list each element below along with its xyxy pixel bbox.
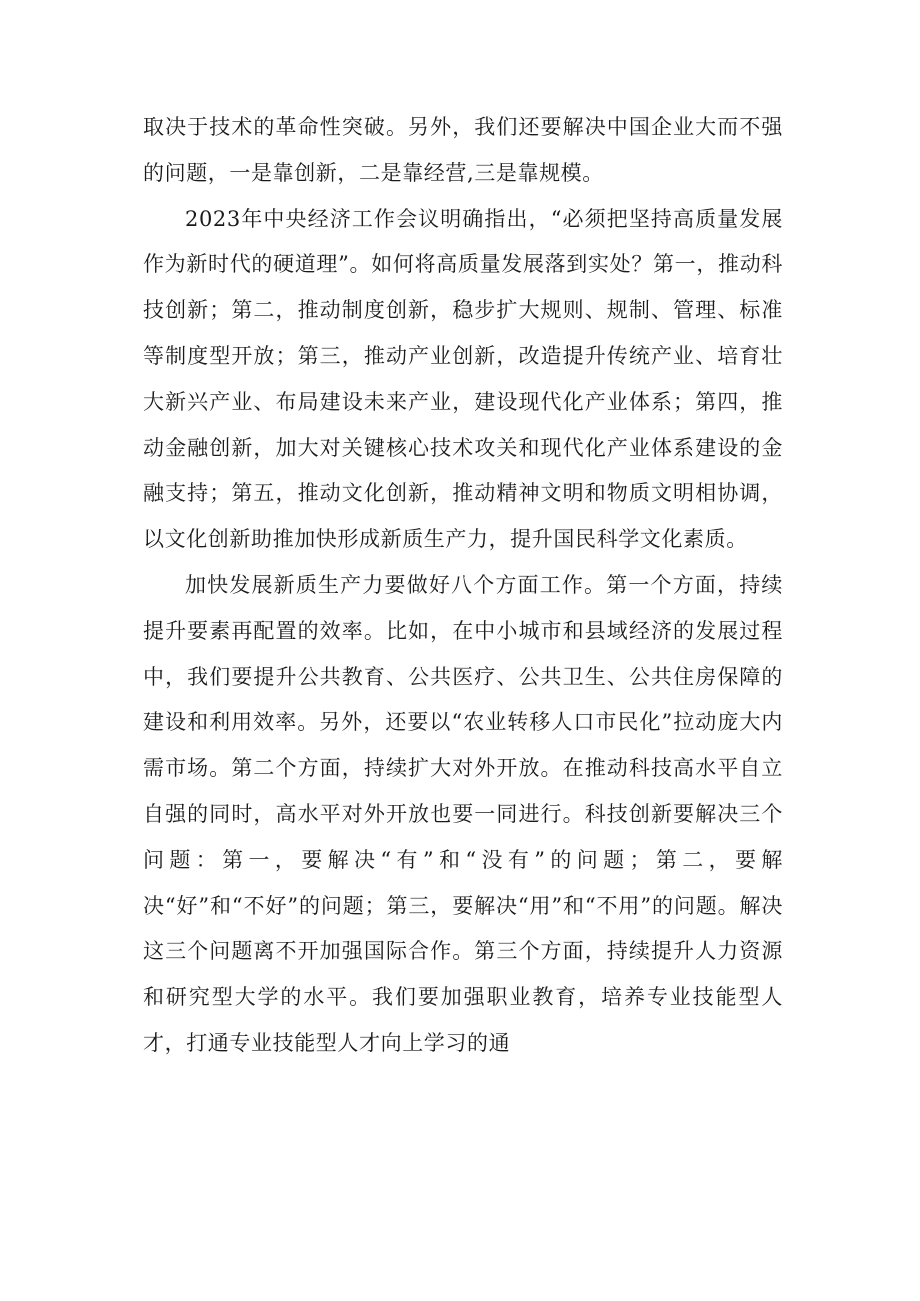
paragraph-continuation: 取决于技术的革命性突破。另外，我们还要解决中国企业大而不强的问题，一是靠创新，二是靠经营,三是靠规模。: [143, 115, 783, 185]
body-text: [143, 105, 783, 1067]
paragraph-eight-aspects: 加快发展新质生产力要做好八个方面工作。第一个方面，持续提升要素再配置的效率。比如，在中小城市和县域经济的发展过程中，我们要提升公共教育、公共医疗、公共卫生、公共住房保障的建设和利用效率。另外，还要以“农业转移人口市民化”拉动庞大内需市场。第二个方面，持续扩大对外开放。在推动科技高水平自立自强的同时，高水平对外开放也要一同进行。科技创新要解决三个问题：第一，要解决“有”和“没有”的问题；第二，要解决“好”和“不好”的问题；第三，要解决“用”和“不用”的问题。解决这三个问题离不开加强国际合作。第三个方面，持续提升人力资源和研究型大学的水平。我们要加强职业教育，培养专业技能型人才，打通专业技能型人才向上学习的通: [143, 572, 783, 1055]
paragraph-economic-conference: 2023年中央经济工作会议明确指出，“必须把坚持高质量发展作为新时代的硬道理”。如何将高质量发展落到实处？第一，推动科技创新；第二，推动制度创新，稳步扩大规则、规制、管理、标准等制度型开放；第三，推动产业创新，改造提升传统产业、培育壮大新兴产业、布局建设未来产业，建设现代化产业体系；第四，推动金融创新，加大对关键核心技术攻关和现代化产业体系建设的金融支持；第五，推动文化创新，推动精神文明和物质文明相协调，以文化创新助推加快形成新质生产力，提升国民科学文化素质。: [143, 206, 783, 552]
